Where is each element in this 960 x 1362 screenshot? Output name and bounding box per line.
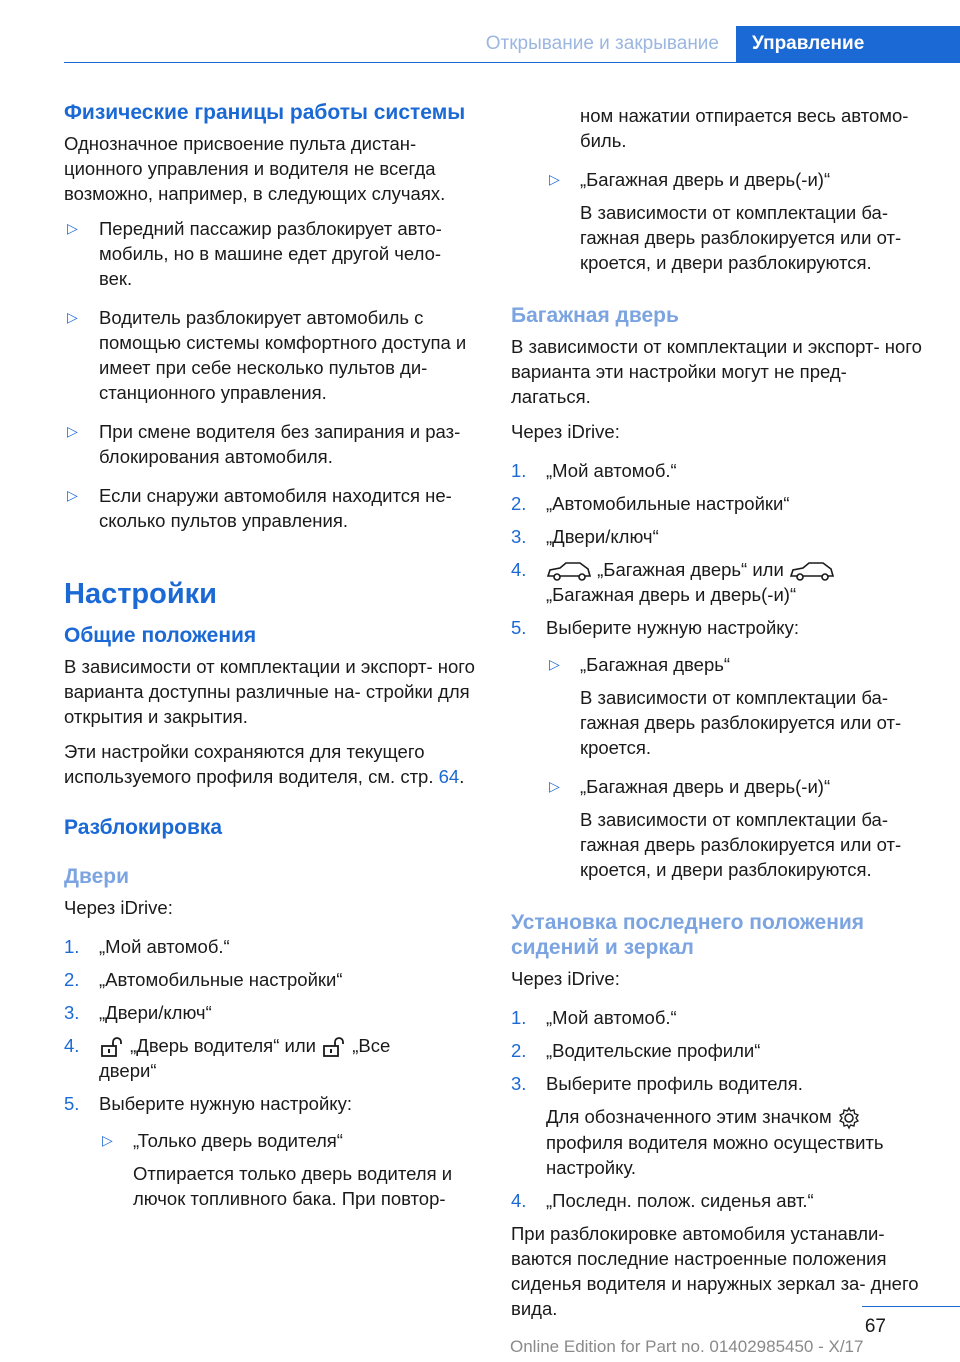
unlock-door-icon [99, 1036, 125, 1058]
step-text: Выберите профиль водителя. [546, 1073, 803, 1095]
header-chapter: Управление [736, 26, 960, 62]
sub-list-item [511, 774, 925, 799]
step-text: „Дверь водителя“ или [130, 1035, 316, 1056]
sub-item-text: В зависимости от комплектации ба- гажная дверь разблокируется или от- кроется, и двери разблокируются. [580, 202, 902, 273]
list-item [64, 1033, 478, 1083]
general-paragraph-2-text: Эти настройки сохраняются для текущего используемого профиля водителя, см. стр. [64, 741, 439, 787]
step-number: 3. [511, 1073, 527, 1095]
list-item [511, 615, 925, 640]
sub-item-title: „Багажная дверь“ [580, 654, 731, 676]
unlock-title: Разблокировка [64, 816, 223, 839]
step-text: „Автомобильные настройки“ [99, 969, 343, 990]
sub-list-item [511, 167, 925, 192]
step-text: „Водительские профили“ [546, 1040, 761, 1062]
step-number: 2. [511, 493, 527, 514]
triangle-bullet-icon: ▷ [67, 487, 78, 503]
list-item [511, 458, 925, 483]
limits-intro: Однозначное присвоение пульта дистан- ционного управления и водителя не всегда возможно, например, в следующих случаях. [64, 133, 446, 204]
page-link[interactable]: 64 [438, 766, 460, 787]
step-number: 1. [64, 936, 80, 957]
step-number: 4. [511, 1190, 527, 1212]
tailgate-paragraph: В зависимости от комплектации и экспорт- ного варианта эти настройки могут не пред- лагаться. [511, 336, 922, 407]
triangle-bullet-icon: ▷ [67, 220, 78, 236]
sub-item-text: ном нажатии отпирается весь автомо- биль. [580, 105, 909, 151]
left-column [64, 100, 478, 1225]
triangle-bullet-icon: ▷ [549, 778, 560, 795]
step-number: 3. [64, 1002, 80, 1023]
step-note-text: Для обозначенного этим значком [546, 1106, 832, 1128]
step-number: 1. [511, 1007, 527, 1029]
general-paragraph-2-end: . [459, 766, 465, 787]
list-item [511, 1071, 925, 1096]
triangle-bullet-icon: ▷ [102, 1132, 113, 1149]
via-idrive: Через iDrive: [64, 897, 173, 918]
list-item [511, 1005, 925, 1030]
step-number: 4. [511, 559, 527, 580]
list-item [64, 934, 478, 959]
general-paragraph-1: В зависимости от комплектации и экспорт- ного варианта доступны различные на- стройки для открытия и закрытия. [64, 656, 475, 727]
step-number: 5. [511, 617, 527, 639]
general-title: Общие положения [64, 624, 257, 647]
gear-icon [837, 1106, 861, 1130]
sub-item-text: В зависимости от комплектации ба- гажная дверь разблокируется или от- кроется. [580, 687, 902, 759]
list-item [64, 483, 478, 533]
step-text: „Мой автомоб.“ [546, 1007, 677, 1029]
step-note [511, 1104, 925, 1180]
list-item [511, 1038, 925, 1063]
car-tailgate-doors-icon [789, 560, 835, 582]
sub-item-title: „Только дверь водителя“ [133, 1130, 343, 1152]
triangle-bullet-icon: ▷ [549, 171, 560, 187]
doors-title: Двери [64, 865, 130, 888]
car-tailgate-icon [546, 560, 592, 582]
step-number: 2. [64, 969, 80, 990]
step-number: 2. [511, 1040, 527, 1062]
sub-item-text: В зависимости от комплектации ба- гажная дверь разблокируется или от- кроется, и двери разблокируются. [580, 809, 902, 881]
header-section: Открывание и закрывание [485, 33, 719, 54]
list-item-text: Водитель разблокирует автомобиль с помощью системы комфортного доступа и имеет при себе несколько пультов ди- станционного управления. [99, 307, 467, 403]
sub-list-item [511, 652, 925, 677]
page-number: 67 [864, 1316, 886, 1337]
step-text: „Мой автомоб.“ [99, 936, 230, 957]
step-text: Выберите нужную настройку: [546, 617, 799, 639]
list-item [511, 491, 925, 516]
step-note-text: профиля водителя можно осуществить настройку. [546, 1132, 884, 1179]
list-item [64, 216, 478, 291]
footer-edition: Online Edition for Part no. 01402985450 - X/17 [510, 1337, 864, 1356]
tailgate-title: Багажная дверь [511, 304, 679, 327]
sub-list-item [64, 1128, 478, 1153]
final-paragraph: При разблокировке автомобиля устанавли- ваются последние настроенные положения сиденья водителя и наружных зеркал за- днего вида. [511, 1223, 919, 1320]
list-item [511, 524, 925, 549]
step-number: 5. [64, 1093, 80, 1115]
list-item [511, 1188, 925, 1213]
list-item [64, 1000, 478, 1025]
step-text: „Последн. полож. сиденья авт.“ [546, 1190, 814, 1212]
right-column [511, 103, 925, 1331]
limits-title: Физические границы работы системы [64, 101, 466, 124]
triangle-bullet-icon: ▷ [549, 656, 560, 673]
sub-item-title: „Багажная дверь и дверь(-и)“ [580, 169, 831, 190]
list-item [64, 419, 478, 469]
step-number: 3. [511, 526, 527, 547]
step-text: двери“ [99, 1060, 157, 1082]
step-text: „Мой автомоб.“ [546, 460, 677, 481]
step-text: „Все [352, 1035, 391, 1056]
unlock-all-icon [321, 1036, 347, 1058]
triangle-bullet-icon: ▷ [67, 423, 78, 439]
list-item-text: Передний пассажир разблокирует авто- мобиль, но в машине едет другой чело- век. [99, 218, 442, 289]
list-item [64, 1091, 478, 1116]
step-text: Выберите нужную настройку: [99, 1093, 352, 1115]
step-text: „Автомобильные настройки“ [546, 493, 790, 514]
list-item [64, 305, 478, 405]
triangle-bullet-icon: ▷ [67, 309, 78, 325]
step-text: „Двери/ключ“ [546, 526, 659, 547]
header-rule [64, 62, 960, 63]
lastpos-title: Установка последнего положения сидений и зеркал [511, 911, 865, 960]
sub-item-title: „Багажная дверь и дверь(-и)“ [580, 776, 831, 798]
step-text: „Двери/ключ“ [99, 1002, 212, 1023]
via-idrive: Через iDrive: [511, 968, 620, 990]
via-idrive: Через iDrive: [511, 421, 620, 442]
sub-item-text: Отпирается только дверь водителя и лючок топливного бака. При повтор- [133, 1163, 453, 1210]
settings-title: Настройки [64, 578, 218, 610]
step-text: „Багажная дверь и дверь(-и)“ [546, 584, 797, 606]
list-item-text: Если снаружи автомобиля находится не- сколько пультов управления. [99, 485, 452, 531]
footer-rule [862, 1306, 960, 1307]
list-item-text: При смене водителя без запирания и раз- блокирования автомобиля. [99, 421, 461, 467]
list-item [64, 967, 478, 992]
step-number: 4. [64, 1035, 80, 1056]
step-text: „Багажная дверь“ или [597, 559, 784, 580]
step-number: 1. [511, 460, 527, 481]
general-paragraph-2 [64, 739, 478, 789]
list-item [511, 557, 925, 607]
